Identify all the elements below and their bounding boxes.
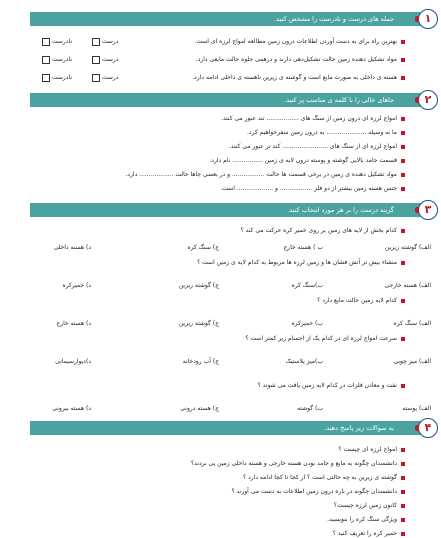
- bullet-icon: [401, 518, 405, 522]
- false-option[interactable]: نادرست: [42, 37, 72, 46]
- bullet-icon: [401, 229, 405, 233]
- mcq-option-c[interactable]: ج) هسته درونی: [180, 405, 219, 412]
- true-option[interactable]: درست: [92, 55, 119, 64]
- section-title: گزینه درست را بر هر مورد انتخاب کنید.: [287, 206, 394, 214]
- short-question: دانشمندان چگونه به مایع و جامد بودن هسته خارجی و هسته داخلی زمین پی بردند؟: [45, 459, 405, 468]
- fill-blank-item: امواج لرزه ای از سنگ های ........................ کند تر عبور می کنند.: [45, 142, 405, 151]
- section-number-badge: ۳: [418, 200, 438, 220]
- short-question: خمیر کره را تعریف کنید ؟: [45, 529, 405, 538]
- mcq-option-c[interactable]: ج) گوشته زیرین: [178, 282, 219, 289]
- bullet-icon: [401, 384, 405, 388]
- section-header-fill-blank: [30, 93, 432, 107]
- mcq-option-d[interactable]: د) هسته بیرونی: [52, 405, 91, 412]
- bullet-icon: [401, 337, 405, 341]
- bullet-icon: [401, 173, 405, 177]
- truefalse-item: مواد تشکیل دهنده زمین حالت تشکیل‌دهی دارند و درهمی جلوه حالت مایعی دارد.: [165, 55, 405, 64]
- bullet-icon: [401, 261, 405, 265]
- section-header-multiple-choice: [30, 203, 432, 217]
- mcq-option-b[interactable]: ب) گوشته: [297, 405, 323, 412]
- bullet-icon: [401, 299, 405, 303]
- bullet-icon: [401, 58, 405, 62]
- false-option[interactable]: نادرست: [42, 73, 72, 82]
- mcq-option-d[interactable]: د) خمیرکره: [62, 282, 91, 289]
- mcq-option-a[interactable]: الف) هسته خارجی: [384, 282, 431, 289]
- truefalse-item: بهترین راه برای به دست آوردن اطلاعات درون زمین مطالعه امواج لرزه ای است.: [165, 37, 405, 46]
- mcq-option-c[interactable]: ج) آب رودخانه: [182, 358, 219, 365]
- bullet-icon: [401, 476, 405, 480]
- short-question: گوشته ی زیرین به چه حالتی است ؟ از کجا تا کجا ادامه دارد ؟: [45, 473, 405, 482]
- true-checkbox[interactable]: [92, 74, 100, 82]
- section-number-badge: ۱: [418, 9, 438, 29]
- bullet-icon: [401, 490, 405, 494]
- mcq-question: کدام لایه زمین حالت مایع دارد ؟: [45, 296, 405, 305]
- mcq-option-a[interactable]: الف) سنگ کره: [393, 320, 431, 327]
- bullet-icon: [401, 145, 405, 149]
- fill-blank-item: جنس هسته زمین بیشتر از دو فلز ................. و ................... است.: [45, 184, 405, 193]
- short-question: دانشمندان چگونه در باره درون زمین اطلاعات به دست می آورند ؟: [45, 487, 405, 496]
- bullet-icon: [401, 117, 405, 121]
- mcq-question: کدام بخش از لایه های زمین بر روی خمیر کره حرکت می کند ؟: [45, 226, 405, 235]
- false-checkbox[interactable]: [42, 56, 50, 64]
- mcq-option-c[interactable]: ج) سنگ کره: [187, 244, 219, 251]
- bullet-icon: [401, 40, 405, 44]
- fill-blank-item: ما به وسیله ..................... به درون زمین سفرخواهیم کرد.: [45, 128, 405, 137]
- mcq-option-c[interactable]: ج) گوشته زیرین: [178, 320, 219, 327]
- mcq-option-d[interactable]: د) هسته خارج: [56, 320, 91, 327]
- section-title: جاهای خالی را با کلمه ی مناسب پر کنید.: [284, 96, 394, 104]
- true-checkbox[interactable]: [92, 56, 100, 64]
- mcq-question: سرعت امواج لرزه ای در کدام یک از اجسام زیر کمتر است ؟: [45, 334, 405, 343]
- short-question: ویژگی سنگ کره را بنویسید.: [45, 515, 405, 524]
- true-option[interactable]: درست: [92, 37, 119, 46]
- mcq-option-b[interactable]: ب) خمیرکره: [291, 320, 323, 327]
- mcq-option-b[interactable]: ب)سنگ کره: [291, 282, 323, 289]
- bullet-icon: [401, 504, 405, 508]
- section-header-true-false: [30, 12, 432, 26]
- mcq-question: منشاء بیش تر آتش فشان ها و زمین لرزه ها مربوط به کدام لایه ی زمین است ؟: [45, 258, 405, 267]
- bullet-icon: [401, 76, 405, 80]
- section-title: جمله های درست و نادرست را مشخص کنید.: [274, 15, 394, 23]
- mcq-option-a[interactable]: الف) میز چوبی: [393, 358, 431, 365]
- false-checkbox[interactable]: [42, 38, 50, 46]
- bullet-icon: [401, 131, 405, 135]
- bullet-icon: [401, 532, 405, 536]
- section-header-short-answer: [30, 421, 432, 435]
- false-option[interactable]: نادرست: [42, 55, 72, 64]
- mcq-option-d[interactable]: د) هسته داخلی: [53, 244, 91, 251]
- true-option[interactable]: درست: [92, 73, 119, 82]
- mcq-option-b[interactable]: ب)میز پلاستیک: [285, 358, 323, 365]
- mcq-option-a[interactable]: الف) گوشته زیرین: [385, 244, 431, 251]
- false-checkbox[interactable]: [42, 74, 50, 82]
- bullet-icon: [401, 187, 405, 191]
- truefalse-item: هسته ی داخلی به صورت مایع است و گوشته ی زیرین ناهسته ی داخلی ادامه دارد.: [165, 73, 405, 82]
- fill-blank-item: قسمت جامد بالایی گوشته و پوسته درون لایه ی زمین ................ نام دارد.: [45, 156, 405, 165]
- bullet-icon: [401, 462, 405, 466]
- section-number-badge: ۴: [418, 418, 438, 438]
- mcq-option-a[interactable]: الف) پوسته: [402, 405, 431, 412]
- true-checkbox[interactable]: [92, 38, 100, 46]
- bullet-icon: [401, 448, 405, 452]
- section-number-badge: ۲: [418, 90, 438, 110]
- fill-blank-item: مواد تشکیل دهنده ی زمین در برخی قسمت ها حالت ................. و در بعضی جاها حالت .................. دارد.: [45, 170, 405, 179]
- short-question: امواج لرزه ای چیست ؟: [45, 445, 405, 454]
- short-question: کانون زمین لرزه چیست؟: [45, 501, 405, 510]
- mcq-question: نفت و معادن فلزات در کدام لایه زمین یافت می شوند ؟: [45, 381, 405, 390]
- bullet-icon: [401, 159, 405, 163]
- fill-blank-item: امواج لرزه ای درون زمین از سنگ های ................. تند عبور می کنند.: [45, 114, 405, 123]
- mcq-option-d[interactable]: د)دیوارسیمانی: [55, 358, 91, 365]
- mcq-option-b[interactable]: ب ) هسته خارج: [283, 244, 323, 251]
- section-title: به سوالات زیر پاسخ دهید.: [324, 424, 394, 432]
